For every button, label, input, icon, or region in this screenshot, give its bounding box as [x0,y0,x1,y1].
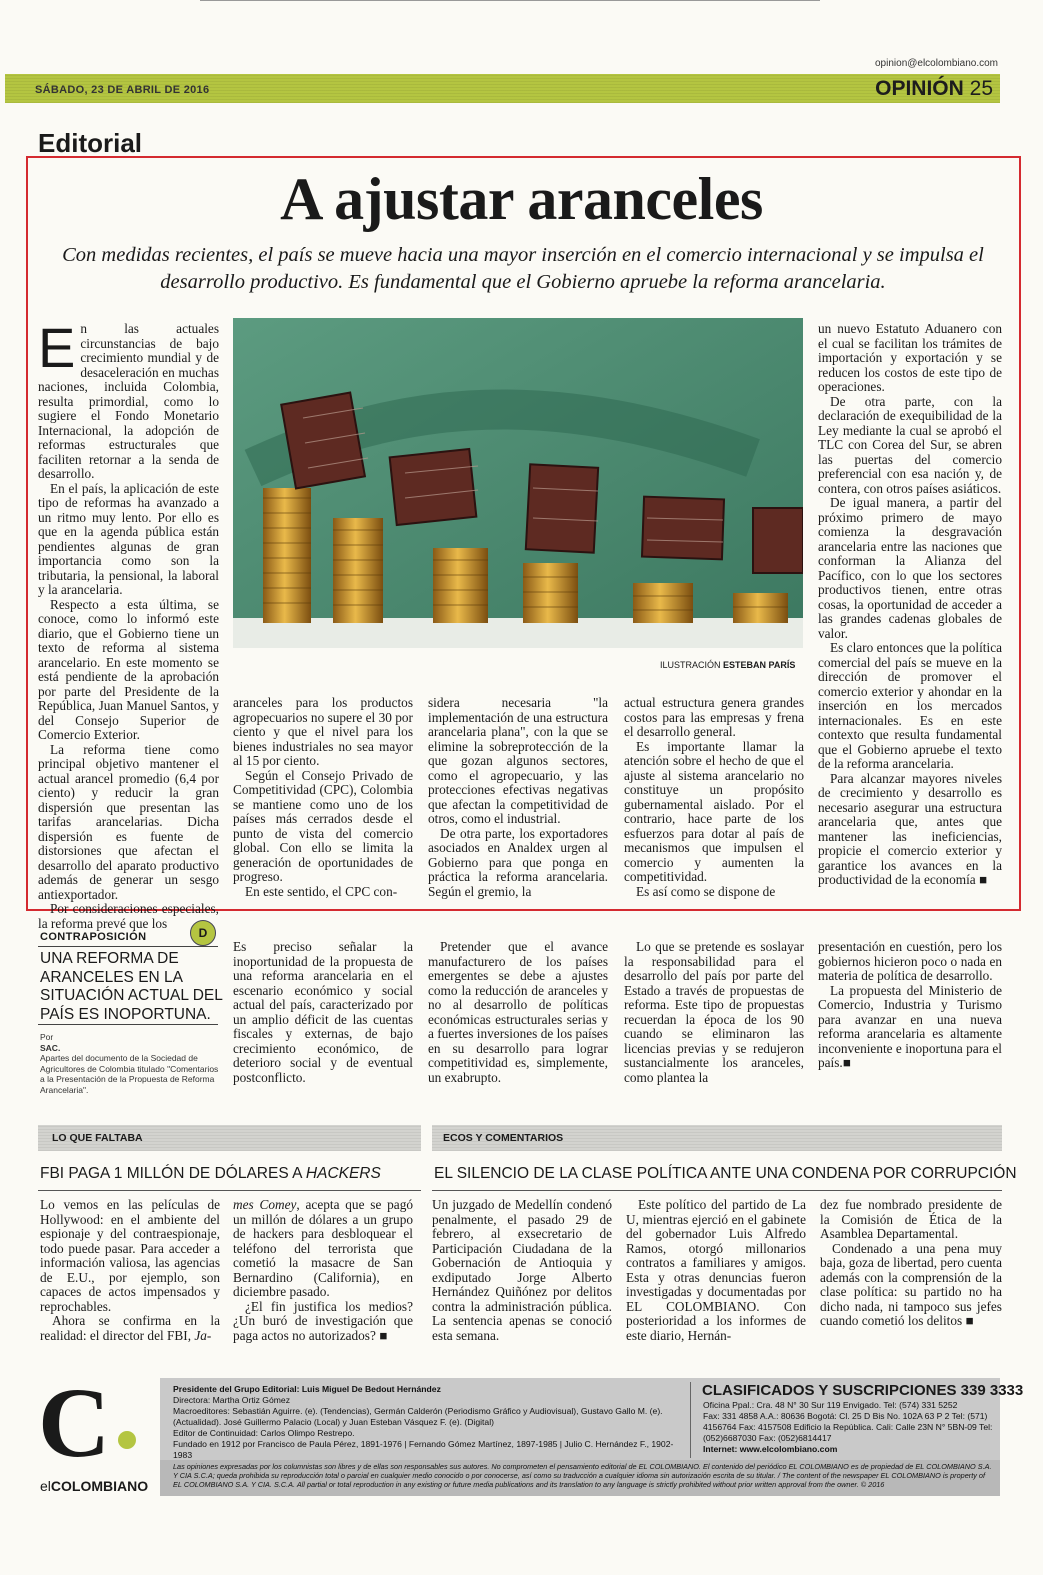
paragraph: n las actuales circunstancias de bajo crecimiento mundial y de desaceleración en muchas naciones, incluida Colombia, resulta primordial, como lo sugiere el Fondo Monetario Internacional, la adopción de reformas estructurales que faciliten retornar a la senda de desarrollo. [38,321,219,481]
paragraph-italic: mes Comey [233,1197,297,1212]
issue-date: SÁBADO, 23 DE ABRIL DE 2016 [35,84,210,96]
editorial-column-5 [818,322,1002,888]
paragraph: dez fue nombrado presidente de la Comisión de Ética de la Asamblea Departamental. [820,1197,1002,1241]
editorial-label: Editorial [38,128,143,158]
contact-info [703,1400,998,1455]
paragraph: Un juzgado de Medellín condenó penalmente, el pasado 29 de febrero, al exsecretario de Participación Ciudadana de la Gobernación de Antioquia y exdiputado Jorge Alberto Hernández Quiñónez por delitos contra la administración pública. La sentencia apenas se conoció esta semana. [432,1197,612,1343]
editorial-illustration [233,318,803,648]
paragraph: presentación en cuestión, pero los gobiernos hicieron poco o nada en materia de política de desarrollo. [818,939,1002,983]
paragraph: De otra parte, con la declaración de exequibilidad de la Ley mediante la cual se aprobó el TLC con Corea del Sur, se abren las puertas del comercio preferencial con esa nación y, de contera, con otros países asiáticos. [818,393,1002,496]
paragraph: ¿El fin justifica los medios? ¿Un buró de investigación que paga actos no autorizados? ■ [233,1298,413,1343]
contraposicion-label: CONTRAPOSICIÓN [40,931,147,943]
paragraph-text: , acepta que se pagó un millón de dólares a un grupo de hackers para desbloquear el teléfono del terrorista que cometió la masacre de San Bernardino (California), en diciembre pasado. [233,1197,413,1299]
contact-line: Fax: 331 4858 A.A.: 80636 Bogotá: Cl. 25 D Bis No. 102A 63 P 2 Tel: (571) [703,1411,988,1421]
masthead-line: Fundado en 1912 por Francisco de Paula Pérez, 1891-1976 | Fernando Gómez Martínez, 1897-1985 | Julio C. Hernández F., 1902-1983 [173,1439,674,1460]
logo-dot-icon [118,1431,136,1449]
brand-name: COLOMBIANO [50,1478,149,1494]
byline-source: Apartes del documento de la Sociedad de Agricultores de Colombia titulado "Comentarios a la Presentación de la Propuesta de Reforma Arancelaria". [40,1053,219,1095]
paragraph: La propuesta del Ministerio de Comercio, Industria y Turismo para avanzar en una nueva reforma arancelaria es altamente inconveniente e inoportuna para el país.■ [818,982,1002,1070]
paragraph: Es preciso señalar la inoportunidad de la propuesta de una reforma arancelaria en el escenario económico y social actual del país, caracterizado por un amplio déficit de las cuentas fiscales y externas, de bajo crecimiento económico, de deterioro social y de eventual postconflicto. [233,939,413,1085]
paragraph: Lo vemos en las películas de Hollywood: en el ambiente del espionaje y del contraespionaje, todo puede pasar. Para acceder a información valiosa, las agencias de E.U., por ejemplo, son capaces de actos impensados y reprochables. [40,1197,220,1314]
paragraph: Por consideraciones especiales, la reforma prevé que los [38,901,219,931]
coins-and-containers-illustration [233,318,803,648]
illustration-credit [660,660,795,670]
divider [690,1382,691,1458]
paragraph: Condenado a una pena muy baja, goza de libertad, pero cuenta además con la comprensión de la clase política: su partido no ha dicho nada, ni tampoco sus jefes cuando cometió los delitos ■ [820,1240,1003,1328]
paragraph: De otra parte, los exportadores asociados en Analdex urgen al Gobierno para que ponga en práctica la reforma arancelaria. Según el gremio, la [428,825,608,899]
contraposicion-byline [40,1032,225,1095]
section-label: OPINIÓN [875,77,964,100]
contact-line: 4156764 Fax: 4157508 Edificio la República. Cali: Calle 23N N° 5BN-09 Tel: [703,1422,993,1432]
paragraph: sidera necesaria "la implementación de una estructura arancelaria plana", con la que se elimine la sobreprotección de la que gozan algunos sectores, como el agropecuario, y las protecciones efectivas negativas que afectan la competitividad de otros, como el industrial. [428,695,608,826]
paragraph: La reforma tiene como principal objetivo mantener el actual arancel promedio (6,4 por ciento) y reducir la gran dispersión que presentan las tarifas arancelarias. Dicha dispersión es fuente de distorsiones que afectan el desarrollo del aparato productivo además de generar un sesgo antiexportador. [38,741,219,902]
paragraph-text: Ahora se confirma en la realidad: el director del FBI, [40,1313,220,1343]
paragraph [233,1198,413,1300]
paragraph [40,1314,220,1343]
ecos-headline: EL SILENCIO DE LA CLASE POLÍTICA ANTE UNA CONDENA POR CORRUPCIÓN [434,1165,1017,1182]
newspaper-brand [40,1478,148,1494]
contact-line: Internet: www.elcolombiano.com [703,1444,838,1454]
section-email: opinion@elcolombiano.com [875,58,998,69]
credit-name: ESTEBAN PARÍS [723,660,796,670]
paragraph: actual estructura genera grandes costos para las empresas y frena el desarrollo general. [624,695,804,739]
paragraph: aranceles para los productos agropecuarios no supere el 30 por ciento y que el nivel para los bienes industriales no sea mayor al 15 por ciento. [233,695,413,768]
byline-author: SAC. [40,1042,61,1053]
paragraph: Respecto a esta última, se conoce, como lo informó este diario, que el Gobierno tiene un texto de reforma al sistema arancelario. En este momento se está pendiente de la aprobación por parte del Presidente de la República, Juan Manuel Santos, y del Consejo Superior de Comercio Exterior. [38,596,219,742]
contraposicion-column-4 [818,940,1002,1071]
divider [38,946,218,947]
page-number: 25 [969,77,993,100]
contraposicion-column-2 [428,940,608,1085]
editorial-column-3 [428,696,608,899]
editorial-column-2 [233,696,413,899]
paragraph: Pretender que el avance manufacturero de los países emergentes se debe a ajustes como la reducción de aranceles y no al desarrollo de políticas económicas estructurales serias y a fuertes inversiones de los países en su desarrollo para lograr competitividad es, simplemente, un exabrupto. [428,939,608,1085]
legal-disclaimer: Las opiniones expresadas por los columnistas son libres y de ellas son responsables sus autores. No comprometen el pensamiento editorial de EL COLOMBIANO. El contenido del periódico EL COLOMBIANO es de propiedad de EL COLOMBIANO S.A. Y CIA S.C.A; queda prohibida su reproducción total o parcial en cualquier medio conocido o por conocerse, así como su traducción a cualquier idioma sin autorización escrita de su titular. / The content of the newspaper EL COLOMBIANO is property of EL COLOMBIANO S.A. Y CIA. S.C.A. All partial or total reproduction in any existing or future media publications and its translation to any language is strictly prohibited without prior written approval from the owner. © 2016 [173,1462,992,1489]
masthead-line: (Actualidad). José Guillermo Palacio (Local) y Juan Esteban Vásquez F. (e). (Digital) [173,1417,494,1427]
ecos-column-1 [432,1198,612,1343]
ecos-column-3 [820,1198,1002,1329]
headline-italic: HACKERS [305,1165,381,1182]
paragraph: Es así como se dispone de [636,883,776,899]
paragraph: Lo que se pretende es soslayar la responsabilidad para el desarrollo del país por parte del Estado a través de propuestas de reforma. Este tipo de propuestas recuerdan la época de los 90 cuando se eliminaron las licencias previas y se redujeron sustancialmente los aranceles, como plantea la [624,939,804,1085]
masthead-line: Editor de Continuidad: Carlos Olimpo Restrepo. [173,1428,355,1438]
editorial-deck: Con medidas recientes, el país se mueve hacia una mayor inserción en el comercio internacional y se impulsa el desarrollo productivo. Es fundamental que el Gobierno apruebe la reforma arancelaria. [62,244,984,294]
paragraph: Este político del partido de La U, mientras ejerció en el gabinete del gobernador Luis Alfredo Ramos, otorgó millonarios contratos a familiares y amigos. Esta y otras denuncias fueron investigadas y documentadas por EL COLOMBIANO. Con posterioridad a los informes de este diario, Hernán- [626,1197,806,1343]
divider [38,1024,218,1025]
section-name [875,77,993,101]
dropcap: E [38,316,76,379]
contact-line: (052)6687030 Fax: (052)6814417 [703,1433,832,1443]
paragraph: En el país, la aplicación de este tipo de reformas ha avanzado a un ritmo muy lento. Por ello es que en la agenda pública están pendientes algunas de gran importancia como son la tributaria, la pensional, la laboral y la arancelaria. [38,480,219,597]
masthead-line: Macroeditores: Sebastián Aguirre. (e). (Tendencias), Germán Calderón (Periodismo Gráfico y Audiovisual), Gustavo Gallo M. (e). [173,1406,663,1416]
paragraph: En este sentido, el CPC con- [245,883,398,899]
divider [38,1190,421,1191]
lo-que-faltaba-headline [40,1165,381,1183]
contraposicion-column-1 [233,940,413,1085]
clasificados-phone: 339 3333 [960,1382,1024,1399]
paragraph: Para alcanzar mayores niveles de crecimiento y desarrollo es necesario asegurar una estructura arancelaria que, antes que mantener las ineficiencias, propicie el comercio exterior y garantice los avances en la productividad de la economía ■ [818,770,1002,887]
paragraph-italic: Ja- [194,1327,212,1343]
ecos-column-2 [626,1198,806,1343]
masthead-line: Presidente del Grupo Editorial: Luis Miguel De Bedout Hernández [173,1384,441,1394]
editorial-headline: A ajustar aranceles [280,166,763,232]
brand-prefix: el [40,1478,51,1494]
clasificados-heading [702,1382,1023,1399]
contraposicion-title: UNA REFORMA DE ARANCELES EN LA SITUACIÓN ACTUAL DEL PAÍS ES INOPORTUNA. [40,950,223,1023]
editorial-column-1 [38,316,219,931]
contraposicion-badge-icon: D [190,920,216,946]
ecos-label: ECOS Y COMENTARIOS [443,1132,564,1144]
paragraph: Según el Consejo Privado de Competitividad (CPC), Colombia se mantiene como uno de los países más cerrados desde el punto de vista del comercio global. Con ello se limita la generación de oportunidades de progreso. [233,767,413,884]
byline-by: Por [40,1032,54,1042]
masthead-line: Directora: Martha Ortiz Gómez [173,1395,290,1405]
credit-prefix: ILUSTRACIÓN [660,660,721,670]
newspaper-logo-letter: C [38,1367,111,1478]
contraposicion-column-3 [624,940,804,1085]
lo-que-faltaba-column-2 [233,1198,413,1343]
paragraph: Es claro entonces que la política comercial del país se mueve en la dirección de promover el comercio exterior y ahondar en la inserción en los mercados internacionales. Es en este contexto que resulta fundamental que el Gobierno apruebe el texto de la reforma arancelaria. [818,640,1002,771]
headline-text: FBI PAGA 1 MILLÓN DE DÓLARES A [40,1165,302,1182]
masthead-credits [173,1384,678,1461]
lo-que-faltaba-label: LO QUE FALTABA [52,1132,143,1144]
contact-line: Oficina Ppal.: Cra. 48 N° 30 Sur 119 Envigado. Tel: (574) 331 5252 [703,1400,958,1410]
paragraph: Es importante llamar la atención sobre el hecho de que el ajuste al sistema arancelario no constituye un propósito gubernamental aislado. Por el contrario, hace parte de los esfuerzos para dotar al país de mecanismos que impulsen el comercio y aumenten la competitividad. [624,738,804,884]
top-rule [200,0,820,1]
editorial-column-4 [624,696,804,899]
lo-que-faltaba-column-1 [40,1198,220,1343]
divider [432,1190,1002,1191]
clasificados-label: CLASIFICADOS Y SUSCRIPCIONES [702,1382,957,1399]
paragraph: De igual manera, a partir del próximo primero de mayo comienza la desgravación arancelaria entre las naciones que conforman la Alianza del Pacífico, con lo que los sectores productivos tienen, entre otras cosas, la oportunidad de acceder a las grandes cadenas globales de valor. [818,495,1002,641]
paragraph: un nuevo Estatuto Aduanero con el cual se facilitan los trámites de importación y exportación y se reducen los costos de este tipo de operaciones. [818,321,1002,394]
